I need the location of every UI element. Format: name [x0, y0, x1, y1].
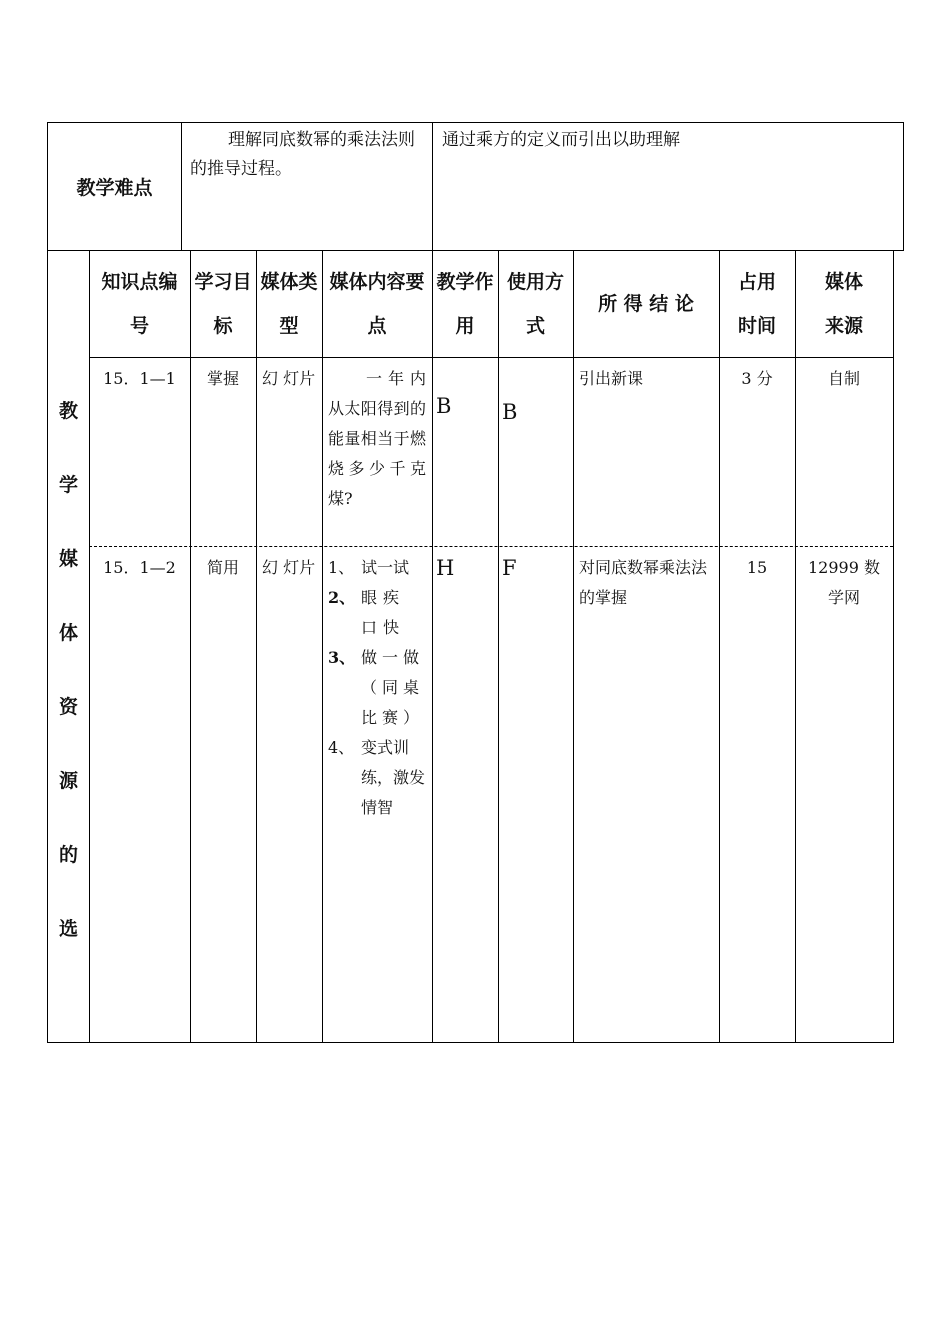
- side-label-char: 学: [58, 474, 78, 496]
- row2-time: 15: [746, 558, 768, 577]
- header-knowledge-id: 知识点编号: [101, 271, 178, 337]
- difficulty-label: 教学难点: [76, 177, 153, 199]
- divider: [498, 251, 499, 1042]
- list-item: [328, 553, 426, 583]
- difficulty-section: [47, 122, 904, 251]
- divider: [181, 123, 182, 250]
- header-goal: 学习目标: [194, 271, 252, 337]
- row2-knowledge-id: 15．1—2: [103, 558, 176, 577]
- list-number: 3、: [328, 648, 356, 667]
- side-label: [48, 401, 89, 993]
- side-label-char: 资: [58, 696, 78, 718]
- header-conclusion: 所 得 结 论: [598, 293, 694, 315]
- list-item: [328, 583, 426, 643]
- side-label-char: 体: [58, 622, 78, 644]
- row1-usage: B: [502, 400, 518, 424]
- row2-goal: 简用: [206, 558, 239, 577]
- row1-goal: 掌握: [206, 369, 239, 388]
- list-text: 变式训练，激发情智: [361, 738, 426, 817]
- row1-content: 一年内从太阳得到的能量相当于燃烧多少千克煤?: [328, 369, 426, 508]
- list-text: 眼疾口快: [361, 588, 406, 637]
- row1-knowledge-id: 15．1—1: [103, 369, 176, 388]
- row1-conclusion: 引出新课: [579, 369, 644, 388]
- list-number: 2、: [328, 588, 356, 607]
- divider: [432, 123, 433, 250]
- list-text: 做一做（同桌比赛）: [361, 648, 425, 727]
- list-number: 1、: [328, 558, 355, 577]
- side-label-char: 选: [58, 918, 78, 940]
- side-label-char: 的: [58, 844, 78, 866]
- header-role: 教学作用: [436, 271, 494, 337]
- row2-role: H: [436, 556, 455, 580]
- list-text: 试一试: [361, 558, 410, 577]
- row2-media-type: 幻 灯片: [262, 558, 316, 577]
- side-label-char: 媒: [58, 548, 78, 570]
- list-number: 4、: [328, 738, 355, 757]
- header-source: 媒体来源: [824, 271, 863, 337]
- media-table: [47, 251, 894, 1043]
- list-item: [328, 733, 426, 823]
- header-usage: 使用方式: [506, 271, 564, 337]
- row2-conclusion: 对同底数幂乘法法的掌握: [579, 558, 708, 607]
- row1-media-type: 幻 灯片: [262, 369, 316, 388]
- row1-role: B: [436, 394, 452, 418]
- row1-source: 自制: [827, 369, 860, 388]
- header-media-type: 媒体类型: [260, 271, 318, 337]
- header-content: 媒体内容要点: [329, 271, 425, 337]
- row2-usage: F: [502, 556, 517, 580]
- row2-source: 12999 数学网: [808, 558, 880, 607]
- row1-time: 3 分: [741, 369, 773, 388]
- side-label-char: 教: [58, 400, 78, 422]
- side-label-char: 源: [58, 770, 78, 792]
- divider: [432, 251, 433, 1042]
- header-divider: [89, 357, 893, 358]
- list-item: [328, 643, 426, 733]
- row-divider: [89, 546, 893, 547]
- header-time: 占用时间: [737, 271, 776, 337]
- row2-content: [322, 553, 432, 823]
- content-list: [328, 553, 426, 823]
- difficulty-content: 理解同底数幂的乘法法则的推导过程。: [190, 130, 415, 179]
- difficulty-method: 通过乘方的定义而引出以助理解: [442, 130, 680, 150]
